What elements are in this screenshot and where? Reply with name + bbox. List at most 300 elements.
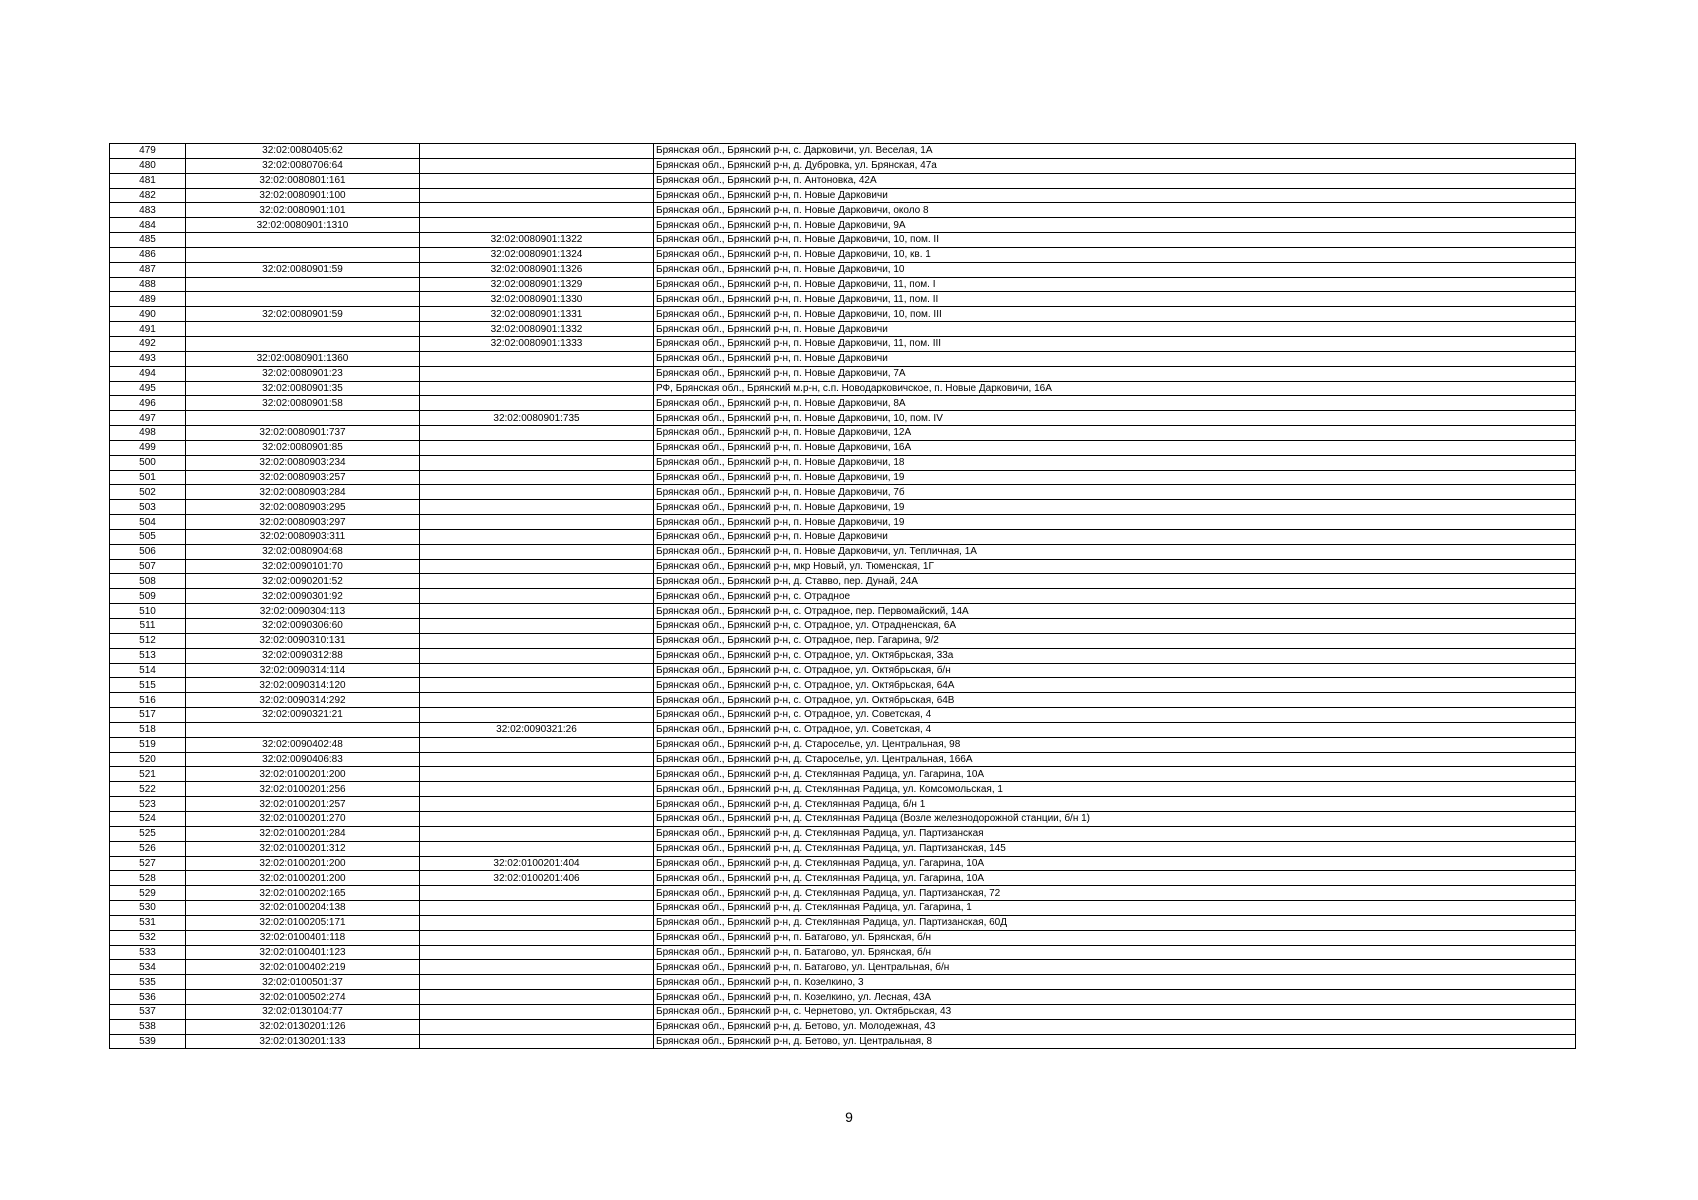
- land-parcel-number-cell: 32:02:0080901:23: [186, 366, 420, 381]
- table-row: [110, 678, 1576, 693]
- address-cell: Брянская обл., Брянский р-н, п. Новые Дарковичи: [654, 529, 1576, 544]
- row-number-cell: 511: [110, 619, 186, 634]
- object-number-cell: [420, 203, 654, 218]
- address-cell: Брянская обл., Брянский р-н, с. Отрадное, ул. Октябрьская, 64А: [654, 678, 1576, 693]
- address-cell: Брянская обл., Брянский р-н, д. Стеклянная Радица, ул. Комсомольская, 1: [654, 782, 1576, 797]
- land-parcel-number-cell: 32:02:0100201:200: [186, 856, 420, 871]
- table-row: [110, 455, 1576, 470]
- land-parcel-number-cell: 32:02:0080903:295: [186, 500, 420, 515]
- row-number-cell: 483: [110, 203, 186, 218]
- land-parcel-number-cell: [186, 233, 420, 248]
- object-number-cell: [420, 945, 654, 960]
- table-row: [110, 708, 1576, 723]
- object-number-cell: [420, 1004, 654, 1019]
- table-row: [110, 366, 1576, 381]
- row-number-cell: 539: [110, 1034, 186, 1049]
- land-parcel-number-cell: 32:02:0080901:1360: [186, 351, 420, 366]
- row-number-cell: 496: [110, 396, 186, 411]
- address-cell: Брянская обл., Брянский р-н, п. Новые Дарковичи: [654, 188, 1576, 203]
- object-number-cell: [420, 752, 654, 767]
- row-number-cell: 503: [110, 500, 186, 515]
- object-number-cell: [420, 515, 654, 530]
- address-cell: Брянская обл., Брянский р-н, п. Батагово, ул. Брянская, б/н: [654, 945, 1576, 960]
- object-number-cell: [420, 396, 654, 411]
- address-cell: Брянская обл., Брянский р-н, с. Отрадное, ул. Советская, 4: [654, 722, 1576, 737]
- table-row: [110, 529, 1576, 544]
- row-number-cell: 526: [110, 841, 186, 856]
- registry-table: [109, 143, 1576, 1049]
- row-number-cell: 516: [110, 693, 186, 708]
- land-parcel-number-cell: 32:02:0080801:161: [186, 173, 420, 188]
- address-cell: Брянская обл., Брянский р-н, п. Козелкино, 3: [654, 975, 1576, 990]
- row-number-cell: 512: [110, 633, 186, 648]
- table-row: [110, 619, 1576, 634]
- address-cell: Брянская обл., Брянский р-н, д. Стеклянная Радица (Возле железнодорожной станции, б/н 1): [654, 811, 1576, 826]
- address-cell: Брянская обл., Брянский р-н, д. Стеклянная Радица, ул. Партизанская, 60Д: [654, 915, 1576, 930]
- row-number-cell: 485: [110, 233, 186, 248]
- row-number-cell: 533: [110, 945, 186, 960]
- land-parcel-number-cell: 32:02:0090321:21: [186, 708, 420, 723]
- table-row: [110, 233, 1576, 248]
- land-parcel-number-cell: 32:02:0100201:200: [186, 767, 420, 782]
- object-number-cell: [420, 960, 654, 975]
- row-number-cell: 532: [110, 930, 186, 945]
- table-row: [110, 589, 1576, 604]
- object-number-cell: 32:02:0100201:406: [420, 871, 654, 886]
- row-number-cell: 486: [110, 247, 186, 262]
- land-parcel-number-cell: 32:02:0090301:92: [186, 589, 420, 604]
- land-parcel-number-cell: 32:02:0100201:312: [186, 841, 420, 856]
- address-cell: Брянская обл., Брянский р-н, п. Новые Дарковичи, 16А: [654, 440, 1576, 455]
- land-parcel-number-cell: 32:02:0130201:126: [186, 1019, 420, 1034]
- object-number-cell: [420, 426, 654, 441]
- land-parcel-number-cell: 32:02:0090304:113: [186, 604, 420, 619]
- land-parcel-number-cell: 32:02:0100502:274: [186, 990, 420, 1005]
- table-row: [110, 515, 1576, 530]
- object-number-cell: 32:02:0080901:1332: [420, 322, 654, 337]
- object-number-cell: [420, 158, 654, 173]
- address-cell: Брянская обл., Брянский р-н, с. Отрадное, ул. Октябрьская, 33а: [654, 648, 1576, 663]
- land-parcel-number-cell: [186, 336, 420, 351]
- address-cell: Брянская обл., Брянский р-н, д. Стеклянная Радица, б/н 1: [654, 797, 1576, 812]
- address-cell: Брянская обл., Брянский р-н, п. Новые Дарковичи, ул. Тепличная, 1А: [654, 544, 1576, 559]
- row-number-cell: 493: [110, 351, 186, 366]
- object-number-cell: [420, 693, 654, 708]
- row-number-cell: 518: [110, 722, 186, 737]
- table-row: [110, 841, 1576, 856]
- land-parcel-number-cell: 32:02:0080901:101: [186, 203, 420, 218]
- object-number-cell: [420, 619, 654, 634]
- table-row: [110, 975, 1576, 990]
- land-parcel-number-cell: 32:02:0080901:100: [186, 188, 420, 203]
- row-number-cell: 479: [110, 144, 186, 159]
- address-cell: Брянская обл., Брянский р-н, с. Отрадное, ул. Советская, 4: [654, 708, 1576, 723]
- table-row: [110, 381, 1576, 396]
- land-parcel-number-cell: 32:02:0080903:234: [186, 455, 420, 470]
- row-number-cell: 489: [110, 292, 186, 307]
- page-number: 9: [845, 1109, 853, 1125]
- row-number-cell: 521: [110, 767, 186, 782]
- object-number-cell: 32:02:0080901:735: [420, 411, 654, 426]
- land-parcel-number-cell: 32:02:0090402:48: [186, 737, 420, 752]
- table-row: [110, 500, 1576, 515]
- table-row: [110, 782, 1576, 797]
- address-cell: Брянская обл., Брянский р-н, п. Новые Дарковичи, 10, пом. III: [654, 307, 1576, 322]
- object-number-cell: [420, 604, 654, 619]
- address-cell: Брянская обл., Брянский р-н, с. Чернетово, ул. Октябрьская, 43: [654, 1004, 1576, 1019]
- land-parcel-number-cell: 32:02:0090314:114: [186, 663, 420, 678]
- land-parcel-number-cell: 32:02:0080901:59: [186, 262, 420, 277]
- row-number-cell: 490: [110, 307, 186, 322]
- land-parcel-number-cell: 32:02:0090306:60: [186, 619, 420, 634]
- row-number-cell: 487: [110, 262, 186, 277]
- row-number-cell: 492: [110, 336, 186, 351]
- object-number-cell: 32:02:0080901:1322: [420, 233, 654, 248]
- land-parcel-number-cell: [186, 277, 420, 292]
- table-row: [110, 915, 1576, 930]
- land-parcel-number-cell: 32:02:0100401:118: [186, 930, 420, 945]
- address-cell: Брянская обл., Брянский р-н, мкр Новый, ул. Тюменская, 1Г: [654, 559, 1576, 574]
- row-number-cell: 514: [110, 663, 186, 678]
- row-number-cell: 505: [110, 529, 186, 544]
- object-number-cell: [420, 440, 654, 455]
- table-row: [110, 544, 1576, 559]
- row-number-cell: 519: [110, 737, 186, 752]
- table-row: [110, 797, 1576, 812]
- table-row: [110, 426, 1576, 441]
- row-number-cell: 481: [110, 173, 186, 188]
- table-row: [110, 440, 1576, 455]
- address-cell: Брянская обл., Брянский р-н, с. Отрадное, ул. Октябрьская, 64В: [654, 693, 1576, 708]
- land-parcel-number-cell: 32:02:0100401:123: [186, 945, 420, 960]
- land-parcel-number-cell: 32:02:0090314:292: [186, 693, 420, 708]
- address-cell: Брянская обл., Брянский р-н, п. Новые Дарковичи, 11, пом. I: [654, 277, 1576, 292]
- address-cell: Брянская обл., Брянский р-н, д. Стеклянная Радица, ул. Гагарина, 10А: [654, 871, 1576, 886]
- land-parcel-number-cell: 32:02:0080903:311: [186, 529, 420, 544]
- land-parcel-number-cell: 32:02:0100201:256: [186, 782, 420, 797]
- row-number-cell: 522: [110, 782, 186, 797]
- table-row: [110, 485, 1576, 500]
- row-number-cell: 527: [110, 856, 186, 871]
- table-row: [110, 886, 1576, 901]
- row-number-cell: 484: [110, 218, 186, 233]
- table-row: [110, 871, 1576, 886]
- address-cell: Брянская обл., Брянский р-н, п. Козелкино, ул. Лесная, 43А: [654, 990, 1576, 1005]
- row-number-cell: 482: [110, 188, 186, 203]
- address-cell: Брянская обл., Брянский р-н, п. Батагово, ул. Центральная, б/н: [654, 960, 1576, 975]
- row-number-cell: 513: [110, 648, 186, 663]
- address-cell: Брянская обл., Брянский р-н, п. Новые Дарковичи: [654, 322, 1576, 337]
- object-number-cell: 32:02:0080901:1329: [420, 277, 654, 292]
- table-row: [110, 559, 1576, 574]
- table-row: [110, 144, 1576, 159]
- object-number-cell: [420, 173, 654, 188]
- land-parcel-number-cell: 32:02:0100201:200: [186, 871, 420, 886]
- object-number-cell: [420, 663, 654, 678]
- object-number-cell: 32:02:0080901:1330: [420, 292, 654, 307]
- row-number-cell: 506: [110, 544, 186, 559]
- object-number-cell: [420, 678, 654, 693]
- address-cell: Брянская обл., Брянский р-н, п. Новые Дарковичи, 12А: [654, 426, 1576, 441]
- row-number-cell: 538: [110, 1019, 186, 1034]
- row-number-cell: 509: [110, 589, 186, 604]
- object-number-cell: 32:02:0080901:1324: [420, 247, 654, 262]
- address-cell: Брянская обл., Брянский р-н, п. Новые Дарковичи, 10: [654, 262, 1576, 277]
- table-row: [110, 322, 1576, 337]
- address-cell: Брянская обл., Брянский р-н, д. Староселье, ул. Центральная, 98: [654, 737, 1576, 752]
- object-number-cell: [420, 529, 654, 544]
- land-parcel-number-cell: 32:02:0080901:737: [186, 426, 420, 441]
- land-parcel-number-cell: 32:02:0100202:165: [186, 886, 420, 901]
- land-parcel-number-cell: 32:02:0100201:257: [186, 797, 420, 812]
- row-number-cell: 529: [110, 886, 186, 901]
- object-number-cell: [420, 767, 654, 782]
- table-row: [110, 1019, 1576, 1034]
- object-number-cell: [420, 470, 654, 485]
- object-number-cell: [420, 1019, 654, 1034]
- row-number-cell: 510: [110, 604, 186, 619]
- object-number-cell: [420, 826, 654, 841]
- object-number-cell: [420, 648, 654, 663]
- address-cell: Брянская обл., Брянский р-н, д. Стеклянная Радица, ул. Партизанская: [654, 826, 1576, 841]
- table-row: [110, 188, 1576, 203]
- table-row: [110, 722, 1576, 737]
- object-number-cell: [420, 574, 654, 589]
- row-number-cell: 534: [110, 960, 186, 975]
- table-row: [110, 856, 1576, 871]
- table-row: [110, 351, 1576, 366]
- address-cell: Брянская обл., Брянский р-н, д. Дубровка, ул. Брянская, 47а: [654, 158, 1576, 173]
- land-parcel-number-cell: 32:02:0100501:37: [186, 975, 420, 990]
- object-number-cell: [420, 708, 654, 723]
- land-parcel-number-cell: [186, 292, 420, 307]
- object-number-cell: [420, 901, 654, 916]
- table-row: [110, 826, 1576, 841]
- row-number-cell: 502: [110, 485, 186, 500]
- land-parcel-number-cell: [186, 322, 420, 337]
- address-cell: Брянская обл., Брянский р-н, п. Новые Дарковичи, 11, пом. II: [654, 292, 1576, 307]
- address-cell: Брянская обл., Брянский р-н, д. Бетово, ул. Центральная, 8: [654, 1034, 1576, 1049]
- address-cell: Брянская обл., Брянский р-н, д. Бетово, ул. Молодежная, 43: [654, 1019, 1576, 1034]
- row-number-cell: 497: [110, 411, 186, 426]
- object-number-cell: 32:02:0090321:26: [420, 722, 654, 737]
- address-cell: Брянская обл., Брянский р-н, п. Новые Дарковичи, 10, пом. IV: [654, 411, 1576, 426]
- address-cell: Брянская обл., Брянский р-н, д. Стеклянная Радица, ул. Гагарина, 10А: [654, 767, 1576, 782]
- table-row: [110, 262, 1576, 277]
- land-parcel-number-cell: 32:02:0100402:219: [186, 960, 420, 975]
- address-cell: Брянская обл., Брянский р-н, с. Отрадное, ул. Отрадненская, 6А: [654, 619, 1576, 634]
- table-row: [110, 648, 1576, 663]
- row-number-cell: 507: [110, 559, 186, 574]
- table-row: [110, 218, 1576, 233]
- table-row: [110, 574, 1576, 589]
- object-number-cell: [420, 559, 654, 574]
- table-row: [110, 633, 1576, 648]
- address-cell: Брянская обл., Брянский р-н, п. Новые Дарковичи, 19: [654, 515, 1576, 530]
- row-number-cell: 495: [110, 381, 186, 396]
- address-cell: Брянская обл., Брянский р-н, п. Новые Дарковичи, 10, кв. 1: [654, 247, 1576, 262]
- table-row: [110, 767, 1576, 782]
- table-row: [110, 277, 1576, 292]
- object-number-cell: [420, 930, 654, 945]
- row-number-cell: 525: [110, 826, 186, 841]
- row-number-cell: 494: [110, 366, 186, 381]
- row-number-cell: 508: [110, 574, 186, 589]
- row-number-cell: 517: [110, 708, 186, 723]
- table-row: [110, 396, 1576, 411]
- row-number-cell: 524: [110, 811, 186, 826]
- address-cell: Брянская обл., Брянский р-н, д. Стеклянная Радица, ул. Гагарина, 10А: [654, 856, 1576, 871]
- land-parcel-number-cell: 32:02:0080901:59: [186, 307, 420, 322]
- object-number-cell: [420, 366, 654, 381]
- table-row: [110, 203, 1576, 218]
- object-number-cell: [420, 589, 654, 604]
- address-cell: Брянская обл., Брянский р-н, с. Дарковичи, ул. Веселая, 1А: [654, 144, 1576, 159]
- object-number-cell: [420, 500, 654, 515]
- row-number-cell: 491: [110, 322, 186, 337]
- object-number-cell: [420, 990, 654, 1005]
- land-parcel-number-cell: 32:02:0080901:1310: [186, 218, 420, 233]
- table-row: [110, 411, 1576, 426]
- land-parcel-number-cell: 32:02:0130104:77: [186, 1004, 420, 1019]
- object-number-cell: [420, 782, 654, 797]
- object-number-cell: [420, 975, 654, 990]
- land-parcel-number-cell: 32:02:0080901:85: [186, 440, 420, 455]
- address-cell: Брянская обл., Брянский р-н, д. Стеклянная Радица, ул. Партизанская, 145: [654, 841, 1576, 856]
- table-row: [110, 1004, 1576, 1019]
- row-number-cell: 528: [110, 871, 186, 886]
- object-number-cell: [420, 381, 654, 396]
- table-row: [110, 336, 1576, 351]
- address-cell: Брянская обл., Брянский р-н, п. Батагово, ул. Брянская, б/н: [654, 930, 1576, 945]
- table-row: [110, 901, 1576, 916]
- row-number-cell: 500: [110, 455, 186, 470]
- object-number-cell: [420, 544, 654, 559]
- address-cell: Брянская обл., Брянский р-н, п. Антоновка, 42А: [654, 173, 1576, 188]
- land-parcel-number-cell: 32:02:0080903:297: [186, 515, 420, 530]
- table-row: [110, 247, 1576, 262]
- land-parcel-number-cell: 32:02:0080904:68: [186, 544, 420, 559]
- land-parcel-number-cell: 32:02:0130201:133: [186, 1034, 420, 1049]
- row-number-cell: 523: [110, 797, 186, 812]
- land-parcel-number-cell: 32:02:0090314:120: [186, 678, 420, 693]
- land-parcel-number-cell: 32:02:0090101:70: [186, 559, 420, 574]
- land-parcel-number-cell: 32:02:0090310:131: [186, 633, 420, 648]
- land-parcel-number-cell: [186, 722, 420, 737]
- table-row: [110, 693, 1576, 708]
- object-number-cell: 32:02:0080901:1333: [420, 336, 654, 351]
- table-row: [110, 811, 1576, 826]
- object-number-cell: [420, 144, 654, 159]
- object-number-cell: [420, 351, 654, 366]
- table-row: [110, 173, 1576, 188]
- table-row: [110, 158, 1576, 173]
- address-cell: Брянская обл., Брянский р-н, п. Новые Дарковичи, 19: [654, 500, 1576, 515]
- address-cell: Брянская обл., Брянский р-н, п. Новые Дарковичи, 19: [654, 470, 1576, 485]
- address-cell: Брянская обл., Брянский р-н, п. Новые Дарковичи, около 8: [654, 203, 1576, 218]
- row-number-cell: 498: [110, 426, 186, 441]
- land-parcel-number-cell: 32:02:0090201:52: [186, 574, 420, 589]
- land-parcel-number-cell: [186, 247, 420, 262]
- land-parcel-number-cell: 32:02:0100201:270: [186, 811, 420, 826]
- land-parcel-number-cell: 32:02:0090406:83: [186, 752, 420, 767]
- table-row: [110, 752, 1576, 767]
- row-number-cell: 536: [110, 990, 186, 1005]
- object-number-cell: [420, 218, 654, 233]
- address-cell: Брянская обл., Брянский р-н, с. Отрадное, ул. Октябрьская, б/н: [654, 663, 1576, 678]
- object-number-cell: [420, 811, 654, 826]
- address-cell: Брянская обл., Брянский р-н, п. Новые Дарковичи, 9А: [654, 218, 1576, 233]
- land-parcel-number-cell: 32:02:0080706:64: [186, 158, 420, 173]
- object-number-cell: [420, 485, 654, 500]
- object-number-cell: [420, 633, 654, 648]
- land-parcel-number-cell: 32:02:0080405:62: [186, 144, 420, 159]
- land-parcel-number-cell: 32:02:0080903:284: [186, 485, 420, 500]
- table-row: [110, 737, 1576, 752]
- row-number-cell: 535: [110, 975, 186, 990]
- land-parcel-number-cell: 32:02:0090312:88: [186, 648, 420, 663]
- land-parcel-number-cell: 32:02:0080903:257: [186, 470, 420, 485]
- row-number-cell: 520: [110, 752, 186, 767]
- row-number-cell: 499: [110, 440, 186, 455]
- object-number-cell: [420, 797, 654, 812]
- registry-table-body: [110, 144, 1576, 1049]
- address-cell: Брянская обл., Брянский р-н, д. Стеклянная Радица, ул. Гагарина, 1: [654, 901, 1576, 916]
- table-row: [110, 663, 1576, 678]
- land-parcel-number-cell: 32:02:0100204:138: [186, 901, 420, 916]
- address-cell: Брянская обл., Брянский р-н, п. Новые Дарковичи, 10, пом. II: [654, 233, 1576, 248]
- address-cell: Брянская обл., Брянский р-н, с. Отрадное, пер. Гагарина, 9/2: [654, 633, 1576, 648]
- address-cell: Брянская обл., Брянский р-н, с. Отрадное: [654, 589, 1576, 604]
- table-row: [110, 1034, 1576, 1049]
- object-number-cell: [420, 886, 654, 901]
- row-number-cell: 531: [110, 915, 186, 930]
- land-parcel-number-cell: 32:02:0100205:171: [186, 915, 420, 930]
- table-row: [110, 470, 1576, 485]
- table-row: [110, 307, 1576, 322]
- table-row: [110, 930, 1576, 945]
- address-cell: Брянская обл., Брянский р-н, с. Отрадное, пер. Первомайский, 14А: [654, 604, 1576, 619]
- row-number-cell: 488: [110, 277, 186, 292]
- land-parcel-number-cell: 32:02:0080901:35: [186, 381, 420, 396]
- table-row: [110, 292, 1576, 307]
- row-number-cell: 504: [110, 515, 186, 530]
- row-number-cell: 480: [110, 158, 186, 173]
- address-cell: Брянская обл., Брянский р-н, п. Новые Дарковичи, 18: [654, 455, 1576, 470]
- table-row: [110, 960, 1576, 975]
- land-parcel-number-cell: 32:02:0080901:58: [186, 396, 420, 411]
- land-parcel-number-cell: 32:02:0100201:284: [186, 826, 420, 841]
- address-cell: Брянская обл., Брянский р-н, п. Новые Дарковичи, 11, пом. III: [654, 336, 1576, 351]
- address-cell: Брянская обл., Брянский р-н, п. Новые Дарковичи, 8А: [654, 396, 1576, 411]
- row-number-cell: 515: [110, 678, 186, 693]
- object-number-cell: [420, 188, 654, 203]
- address-cell: Брянская обл., Брянский р-н, п. Новые Дарковичи, 7б: [654, 485, 1576, 500]
- object-number-cell: [420, 915, 654, 930]
- object-number-cell: [420, 737, 654, 752]
- object-number-cell: 32:02:0100201:404: [420, 856, 654, 871]
- address-cell: Брянская обл., Брянский р-н, п. Новые Дарковичи, 7А: [654, 366, 1576, 381]
- object-number-cell: 32:02:0080901:1326: [420, 262, 654, 277]
- table-row: [110, 604, 1576, 619]
- row-number-cell: 530: [110, 901, 186, 916]
- land-parcel-number-cell: [186, 411, 420, 426]
- table-row: [110, 990, 1576, 1005]
- table-row: [110, 945, 1576, 960]
- address-cell: Брянская обл., Брянский р-н, п. Новые Дарковичи: [654, 351, 1576, 366]
- object-number-cell: [420, 841, 654, 856]
- address-cell: Брянская обл., Брянский р-н, д. Стеклянная Радица, ул. Партизанская, 72: [654, 886, 1576, 901]
